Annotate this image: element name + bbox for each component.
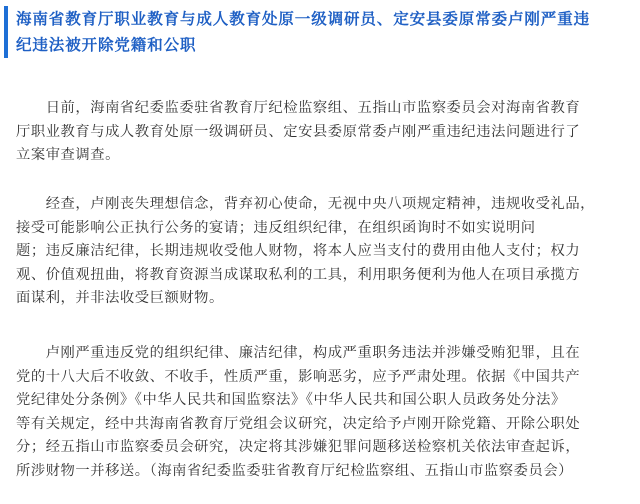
title-line-1: 海南省教育厅职业教育与成人教育处原一级调研员、定安县委原常委卢刚严重违 <box>16 10 591 28</box>
paragraph-decision <box>16 342 624 483</box>
paragraph-line: 卢刚严重违反党的组织纪律、廉洁纪律，构成严重职务违法并涉嫌受贿犯罪，且在 <box>16 345 581 361</box>
paragraph-line: 题；违反廉洁纪律，长期违规收受他人财物，将本人应当支付的费用由他人支付；权力 <box>16 243 581 259</box>
paragraph-line: 接受可能影响公正执行公务的宴请；违反组织纪律，在组织函询时不如实说明问 <box>16 219 536 236</box>
paragraph-findings <box>16 193 624 311</box>
paragraph-line: 党的十八大后不收敛、不收手，性质严重，影响恶劣，应予严肃处理。依据《中国共产 <box>16 368 581 385</box>
paragraph-line: 分；经五指山市监察委员会研究，决定将其涉嫌犯罪问题移送检察机关依法审查起诉， <box>16 439 581 455</box>
paragraph-intro <box>16 97 624 168</box>
paragraph-line: 党纪律处分条例》《中华人民共和国监察法》《中华人民共和国公职人员政务处分法》 <box>16 392 566 408</box>
title-line-2: 纪违法被开除党籍和公职 <box>16 36 197 54</box>
paragraph-line: 立案审查调查。 <box>16 147 120 163</box>
paragraph-line: 日前，海南省纪委监委驻省教育厅纪检监察组、五指山市监察委员会对海南省教育 <box>16 100 581 116</box>
paragraph-line: 经查，卢刚丧失理想信念，背弃初心使命，无视中央八项规定精神，违规收受礼品， <box>16 196 596 212</box>
paragraph-line: 所涉财物一并移送。（海南省纪委监委驻省教育厅纪检监察组、五指山市监察委员会） <box>16 462 574 479</box>
paragraph-line: 观、价值观扭曲，将教育资源当成谋取私利的工具，利用职务便利为他人在项目承揽方 <box>16 266 581 283</box>
paragraph-line: 等有关规定，经中共海南省教育厅党组会议研究，决定给予卢刚开除党籍、开除公职处 <box>16 415 581 432</box>
paragraph-line: 厅职业教育与成人教育处原一级调研员、定安县委原常委卢刚严重违纪违法问题进行了 <box>16 123 581 140</box>
article-title <box>4 6 634 58</box>
paragraph-line: 面谋利，并非法收受巨额财物。 <box>16 290 224 306</box>
